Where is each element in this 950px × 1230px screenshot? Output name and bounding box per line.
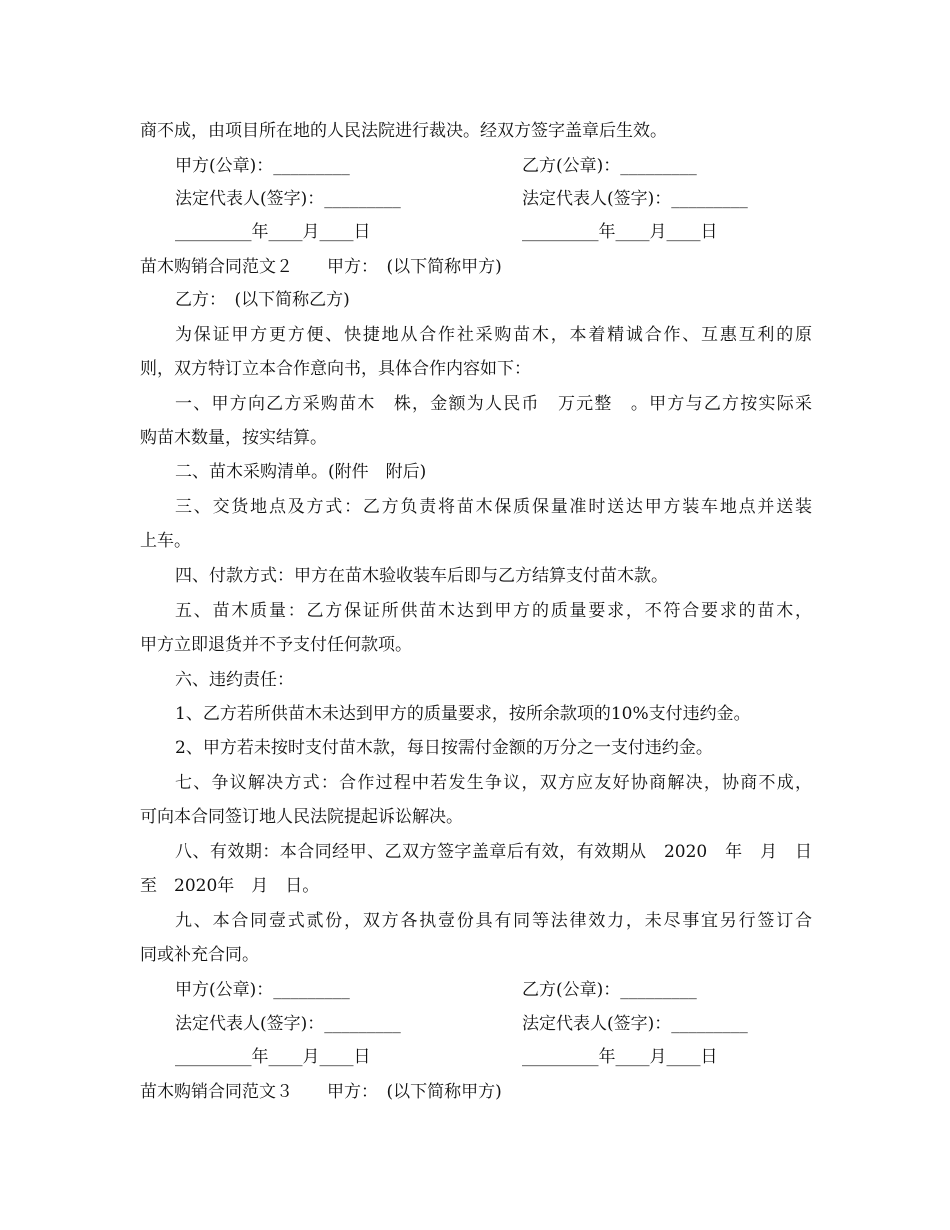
party-a-rep: 法定代表人(签字)：_________ [175,1014,401,1034]
clause-5-cont: 甲方立即退货并不予支付任何款项。 [140,635,412,655]
clause-3-cont: 上车。 [140,531,191,551]
clause-4: 四、付款方式：甲方在苗木验收装车后即与乙方结算支付苗木款。 [175,566,668,586]
party-b-rep: 法定代表人(签字)：_________ [522,189,748,209]
party-b-date: _________年____月____日 [522,1047,718,1067]
party-a-seal: 甲方(公章)：_________ [175,980,350,1000]
clause-8: 八、有效期：本合同经甲、乙双方签字盖章后有效，有效期从 2020 年 月 日 [175,842,812,862]
section-title: 苗木购销合同范文３ 甲方： (以下简称甲方) [140,1082,502,1102]
paragraph-line: 为保证甲方更方便、快捷地从合作社采购苗木，本着精诚合作、互惠互利的原 [175,325,812,345]
clause-6-item-2: 2、甲方若未按时支付苗木款，每日按需付金额的万分之一支付违约金。 [175,738,713,758]
clause-9-cont: 同或补充合同。 [140,945,259,965]
party-b-seal: 乙方(公章)：_________ [522,980,697,1000]
clause-6: 六、违约责任： [175,670,294,690]
party-a-date: _________年____月____日 [175,1047,371,1067]
clause-3: 三、交货地点及方式：乙方负责将苗木保质保量准时送达甲方装车地点并送装 [175,497,812,517]
clause-2: 二、苗木采购清单。(附件 附后) [175,462,427,482]
party-b-rep: 法定代表人(签字)：_________ [522,1014,748,1034]
party-a-date: _________年____月____日 [175,222,371,242]
party-b-date: _________年____月____日 [522,222,718,242]
clause-1: 一、甲方向乙方采购苗木 株，金额为人民币 万元整 。甲方与乙方按实际采 [175,394,812,414]
text-line: 商不成，由项目所在地的人民法院进行裁决。经双方签字盖章后生效。 [140,121,667,141]
clause-6-item-1: 1、乙方若所供苗木未达到甲方的质量要求，按所余款项的10%支付违约金。 [175,704,751,724]
party-b-line: 乙方： (以下简称乙方) [175,290,350,310]
clause-1-cont: 购苗木数量，按实结算。 [140,428,327,448]
clause-7: 七、争议解决方式：合作过程中若发生争议，双方应友好协商解决，协商不成， [175,773,812,793]
clause-9: 九、本合同壹式贰份，双方各执壹份具有同等法律效力，未尽事宜另行签订合 [175,911,812,931]
clause-7-cont: 可向本合同签订地人民法院提起诉讼解决。 [140,807,463,827]
section-title: 苗木购销合同范文２ 甲方： (以下简称甲方) [140,257,502,277]
party-a-seal: 甲方(公章)：_________ [175,156,350,176]
clause-5: 五、苗木质量：乙方保证所供苗木达到甲方的质量要求，不符合要求的苗木， [175,601,812,621]
party-b-seal: 乙方(公章)：_________ [522,156,697,176]
paragraph-line: 则，双方特订立本合作意向书，具体合作内容如下： [140,359,531,379]
party-a-rep: 法定代表人(签字)：_________ [175,189,401,209]
clause-8-cont: 至 2020年 月 日。 [140,876,320,896]
